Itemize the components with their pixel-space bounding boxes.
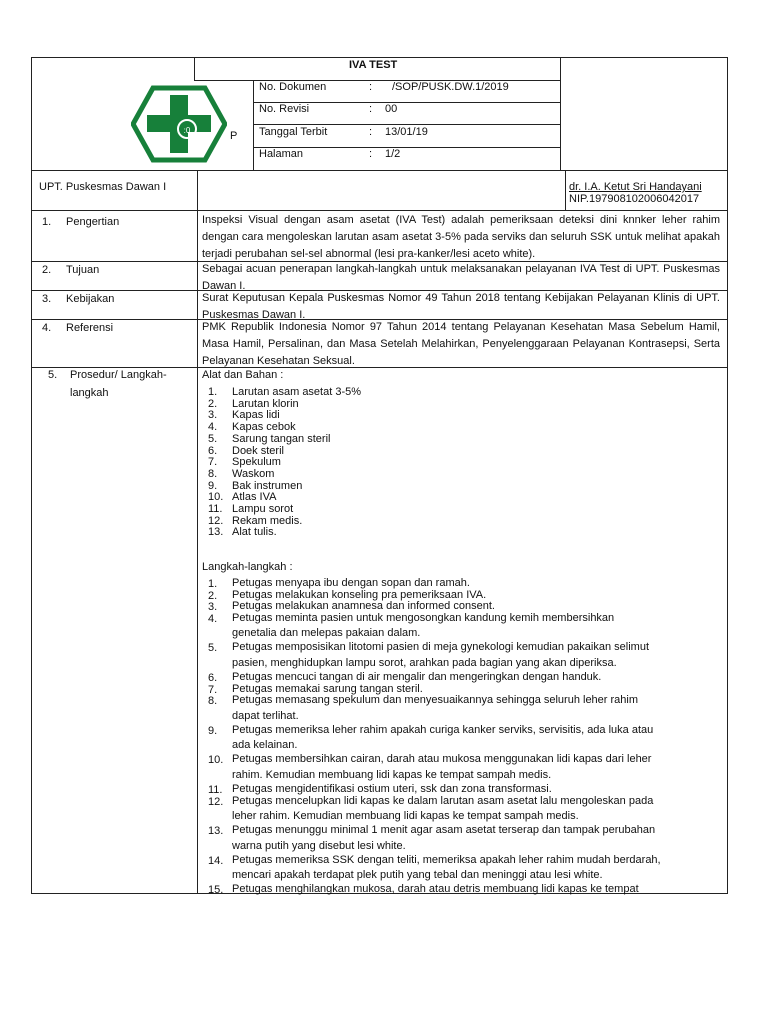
list-item [202, 825, 722, 855]
list-item-number: 11. [208, 783, 223, 796]
section-text: PMK Republik Indonesia Nomor 97 Tahun 2014 tentang Pelayanan Kesehatan Masa Sebelum Hamil, Masa Hamil, Persalinan, dan Masa Setelah Melahirkan, Penyelenggaraan Pelayanan Kontrasepsi, Serta Pelayanan Kesehatan Seksual. [202, 321, 720, 367]
field-label-tanggal-terbit: Tanggal Terbit [259, 126, 328, 138]
list-item-text: Kapas cebok [232, 421, 296, 434]
list-item-text: Rekam medis. [232, 514, 303, 527]
list-item-text: Larutan asam asetat 3-5% [232, 386, 362, 398]
signer-name: dr. I.A. Ketut Sri Handayani [569, 181, 702, 193]
list-item-text: Atlas IVA [232, 491, 277, 504]
list-item-text: Petugas menunggu minimal 1 menit agar asam asetat terserap dan tampak perubahan [232, 824, 656, 837]
langkah-list [202, 578, 722, 896]
list-item-number: 3. [208, 601, 218, 614]
list-item [202, 796, 722, 826]
list-item-text: Petugas memeriksa leher rahim apakah curiga kanker serviks, servisitis, ada luka atau [232, 723, 654, 736]
list-item-text-cont: pasien, menghidupkan lampu sorot, arahkan pada bagian yang akan diperiksa. [232, 656, 617, 669]
list-item-number: 13. [208, 526, 224, 539]
field-sep: : [369, 81, 373, 93]
list-item-number: 2. [208, 397, 218, 410]
list-item-number: 2. [208, 589, 218, 602]
section-text: Surat Keputusan Kepala Puskesmas Nomor 49 Tahun 2018 tentang Kebijakan Pelayanan Klinis di UPT. Puskesmas Dawan I. [202, 292, 720, 321]
list-item [202, 672, 722, 684]
list-item-number: 5. [208, 432, 218, 445]
list-item [202, 578, 722, 590]
list-item-text: Petugas memposisikan litotomi pasien di meja gynekologi kemudian pakaikan selimut [232, 641, 649, 654]
list-item-text-cont: rahim. Kemudian membuang lidi kapas ke tempat sampah medis. [232, 768, 552, 781]
list-item-text: Petugas meminta pasien untuk mengosongkan kandung kemih membersihkan [232, 611, 615, 624]
field-sep: : [369, 126, 373, 138]
list-item-text: Petugas memakai sarung tangan steril. [232, 682, 423, 695]
list-item-text-cont: dapat terlihat. [232, 709, 299, 722]
list-item-text: Petugas memeriksa SSK dengan teliti, memeriksa apakah leher rahim mudah berdarah, [232, 853, 661, 866]
section-title: Tujuan [66, 264, 100, 276]
list-item [202, 884, 722, 896]
list-item [202, 613, 722, 643]
list-item-text: Petugas melakukan konseling pra pemeriksaan IVA. [232, 588, 487, 601]
list-item-number: 7. [208, 456, 218, 469]
field-value-no-revisi: 00 [385, 103, 398, 115]
list-item-text: Petugas membersihkan cairan, darah atau mukosa menggunakan lidi kapas dari leher [232, 753, 652, 766]
list-item-text: Petugas mencelupkan lidi kapas ke dalam larutan asam asetat lalu mengoleskan pada [232, 794, 654, 807]
langkah-heading: Langkah-langkah : [202, 561, 293, 573]
list-item-text: Petugas mencuci tangan di air mengalir dan mengeringkan dengan handuk. [232, 670, 602, 683]
section-number: 5. [48, 369, 58, 381]
list-item [202, 754, 722, 784]
list-item-text: Petugas mengidentifikasi ostium uteri, ssk dan zona transformasi. [232, 782, 552, 795]
list-item-text-cont: mencari apakah terdapat plek putih yang tebal dan meninggi atau lesi white. [232, 869, 603, 882]
list-item [202, 725, 722, 755]
list-item-text: Petugas menghilangkan mukosa, darah atau detris membuang lidi kapas ke tempat [232, 883, 639, 896]
list-item-number: 8. [208, 695, 218, 708]
list-item-number: 15. [208, 884, 224, 897]
signer-nip: NIP.197908102006042017 [569, 193, 700, 205]
list-item-text: Lampu sorot [232, 503, 294, 516]
list-item-number: 1. [208, 386, 218, 398]
section-number: 4. [42, 322, 52, 334]
puskesmas-cross-logo-icon [131, 84, 227, 169]
list-item-number: 5. [208, 642, 218, 655]
list-item-number: 4. [208, 612, 218, 625]
list-item-text: Larutan klorin [232, 397, 299, 410]
list-item-text-cont: warna putih yang disebut lesi white. [232, 839, 406, 852]
field-label-no-revisi: No. Revisi [259, 103, 310, 115]
list-item-text: Spekulum [232, 456, 281, 469]
list-item-text-cont: ada kelainan. [232, 739, 298, 752]
list-item [202, 695, 722, 725]
list-item-number: 9. [208, 724, 218, 737]
section-number: 3. [42, 293, 52, 305]
field-label-no-dokumen: No. Dokumen [259, 81, 327, 93]
list-item-number: 3. [208, 409, 218, 422]
list-item-text: Petugas melakukan anamnesa dan informed consent. [232, 600, 495, 613]
list-item-number: 9. [208, 479, 218, 492]
list-item-text: Waskom [232, 467, 275, 480]
list-item-number: 10. [208, 491, 224, 504]
list-item-number: 14. [208, 854, 224, 867]
list-item-number: 12. [208, 514, 224, 527]
list-item [202, 784, 722, 796]
list-item [202, 855, 722, 885]
section-title-cont: langkah [70, 387, 109, 399]
list-item-text-cont: genetalia dan melepas pakaian dalam. [232, 627, 421, 640]
logo-letter: P [230, 130, 238, 142]
list-item-text: Sarung tangan steril [232, 432, 331, 445]
section-number: 2. [42, 264, 52, 276]
section-title: Referensi [66, 322, 114, 334]
list-item-text: Petugas memasang spekulum dan menyesuaikannya sehingga seluruh leher rahim [232, 694, 639, 707]
list-item-text-cont: leher rahim. Kemudian membuang lidi kapas ke tempat sampah medis. [232, 810, 579, 823]
section-text: Sebagai acuan penerapan langkah-langkah untuk melaksanakan pelayanan IVA Test di UPT. Puskesmas Dawan I. [202, 263, 720, 292]
field-label-halaman: Halaman [259, 148, 304, 160]
alat-list [202, 387, 602, 539]
field-sep: : [369, 148, 373, 160]
list-item-text: Doek steril [232, 444, 284, 457]
section-number: 1. [42, 216, 52, 228]
list-item-text: Kapas lidi [232, 409, 280, 422]
field-value-halaman: 1/2 [385, 148, 401, 160]
list-item-number: 4. [208, 421, 218, 434]
list-item-number: 11. [208, 503, 223, 516]
list-item-text: Alat tulis. [232, 526, 277, 539]
section-title: Kebijakan [66, 293, 115, 305]
list-item-number: 6. [208, 671, 218, 684]
field-value-tanggal-terbit: 13/01/19 [385, 126, 428, 138]
field-value-no-dokumen: /SOP/PUSK.DW.1/2019 [392, 81, 509, 93]
list-item-number: 6. [208, 444, 218, 457]
list-item [202, 642, 722, 672]
list-item-text: Bak instrumen [232, 479, 303, 492]
svg-text::0: :0 [183, 126, 191, 135]
field-sep: : [369, 103, 373, 115]
list-item-number: 13. [208, 825, 224, 838]
list-item-number: 12. [208, 795, 224, 808]
list-item-number: 1. [208, 578, 218, 590]
list-item [202, 527, 602, 539]
section-text: Inspeksi Visual dengan asam asetat (IVA Test) adalah pemeriksaan deteksi dini knnker leher rahim dengan cara mengoleskan larutan asam asetat 3-5% pada serviks dan seluruh SSK untuk melihat apakah terjadi perubahan sel-sel abnormal (lesi pra-kanker/lesi aceto white). [202, 214, 720, 260]
document-title: IVA TEST [349, 59, 398, 71]
organization-name: UPT. Puskesmas Dawan I [39, 181, 167, 193]
section-title: Pengertian [66, 216, 120, 228]
alat-heading: Alat dan Bahan : [202, 369, 284, 381]
list-item-number: 10. [208, 754, 224, 767]
section-title: Prosedur/ Langkah- [70, 369, 167, 381]
list-item-number: 8. [208, 467, 218, 480]
list-item-number: 7. [208, 683, 218, 696]
list-item-text: Petugas menyapa ibu dengan sopan dan ramah. [232, 577, 470, 589]
